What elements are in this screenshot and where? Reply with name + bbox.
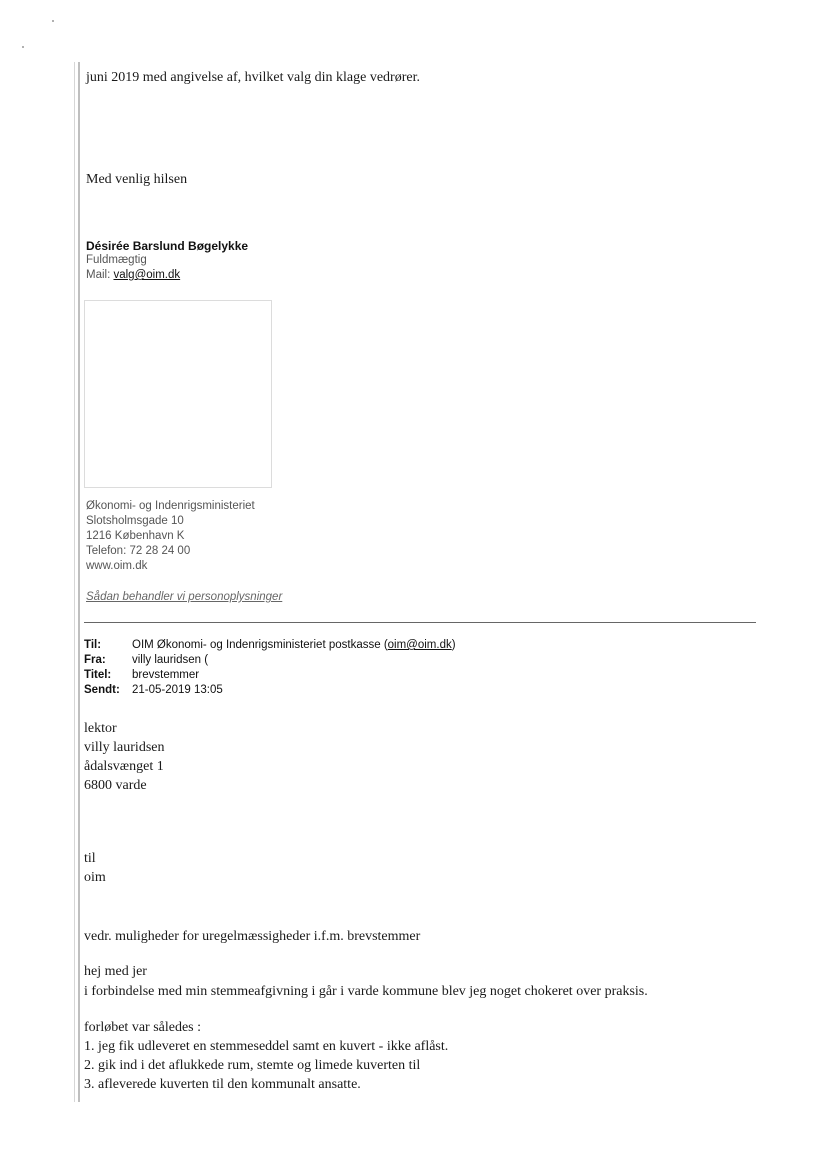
regarding-line: vedr. muligheder for uregelmæssigheder i.f.m. brevstemmer — [84, 929, 421, 944]
mail-link[interactable]: valg@oim.dk — [113, 269, 181, 281]
sender-line: 6800 varde — [84, 778, 147, 793]
opening-line: juni 2019 med angivelse af, hvilket valg din klage vedrører. — [86, 70, 420, 85]
to-value-prefix: OIM Økonomi- og Indenrigsministeriet postkasse ( — [132, 639, 388, 651]
privacy-link[interactable]: Sådan behandler vi personoplysninger — [86, 591, 283, 603]
signature-title: Fuldmægtig — [86, 254, 147, 266]
header-from-row — [84, 654, 208, 666]
subject-label: Titel: — [84, 669, 112, 681]
signature-logo-placeholder — [84, 300, 272, 488]
signature-name: Désirée Barslund Bøgelykke — [86, 239, 249, 253]
sent-label: Sendt: — [84, 684, 120, 696]
step-item: 1. jeg fik udleveret en stemmeseddel samt en kuvert - ikke aflåst. — [84, 1039, 449, 1054]
header-sent-row — [84, 684, 223, 696]
scan-speck — [22, 46, 24, 48]
sender-line: villy lauridsen — [84, 740, 165, 755]
header-divider — [84, 622, 756, 623]
from-value: villy lauridsen ( — [132, 654, 209, 666]
closing-greeting: Med venlig hilsen — [86, 172, 188, 187]
quote-bar-outer — [74, 62, 75, 1102]
sender-line: ådalsvænget 1 — [84, 759, 164, 774]
step-item: 3. afleverede kuverten til den kommunalt ansatte. — [84, 1077, 361, 1092]
greeting-line: hej med jer — [84, 964, 147, 979]
recipient-line: oim — [84, 870, 106, 885]
org-city: 1216 København K — [86, 530, 185, 542]
org-street: Slotsholmsgade 10 — [86, 515, 184, 527]
to-email-link[interactable]: oim@oim.dk — [387, 639, 452, 651]
quote-bar — [78, 62, 80, 1102]
scan-speck — [52, 20, 54, 22]
signature-mail — [86, 269, 180, 281]
header-subject-row — [84, 669, 199, 681]
org-name: Økonomi- og Indenrigsministeriet — [86, 500, 255, 512]
from-label: Fra: — [84, 654, 106, 666]
step-item: 2. gik ind i det aflukkede rum, stemte og limede kuverten til — [84, 1058, 421, 1073]
sender-line: lektor — [84, 721, 117, 736]
subject-value: brevstemmer — [132, 669, 200, 681]
org-phone: Telefon: 72 28 24 00 — [86, 545, 191, 557]
sequence-intro: forløbet var således : — [84, 1020, 202, 1035]
header-to-row — [84, 639, 456, 651]
to-label: Til: — [84, 639, 102, 651]
to-value-suffix: ) — [451, 639, 456, 651]
org-web-link[interactable]: www.oim.dk — [86, 560, 148, 572]
sent-value: 21-05-2019 13:05 — [132, 684, 223, 696]
mail-label: Mail: — [86, 269, 114, 281]
intro-paragraph: i forbindelse med min stemmeafgivning i går i varde kommune blev jeg noget chokeret over praksis. — [84, 984, 648, 999]
recipient-line: til — [84, 851, 96, 866]
